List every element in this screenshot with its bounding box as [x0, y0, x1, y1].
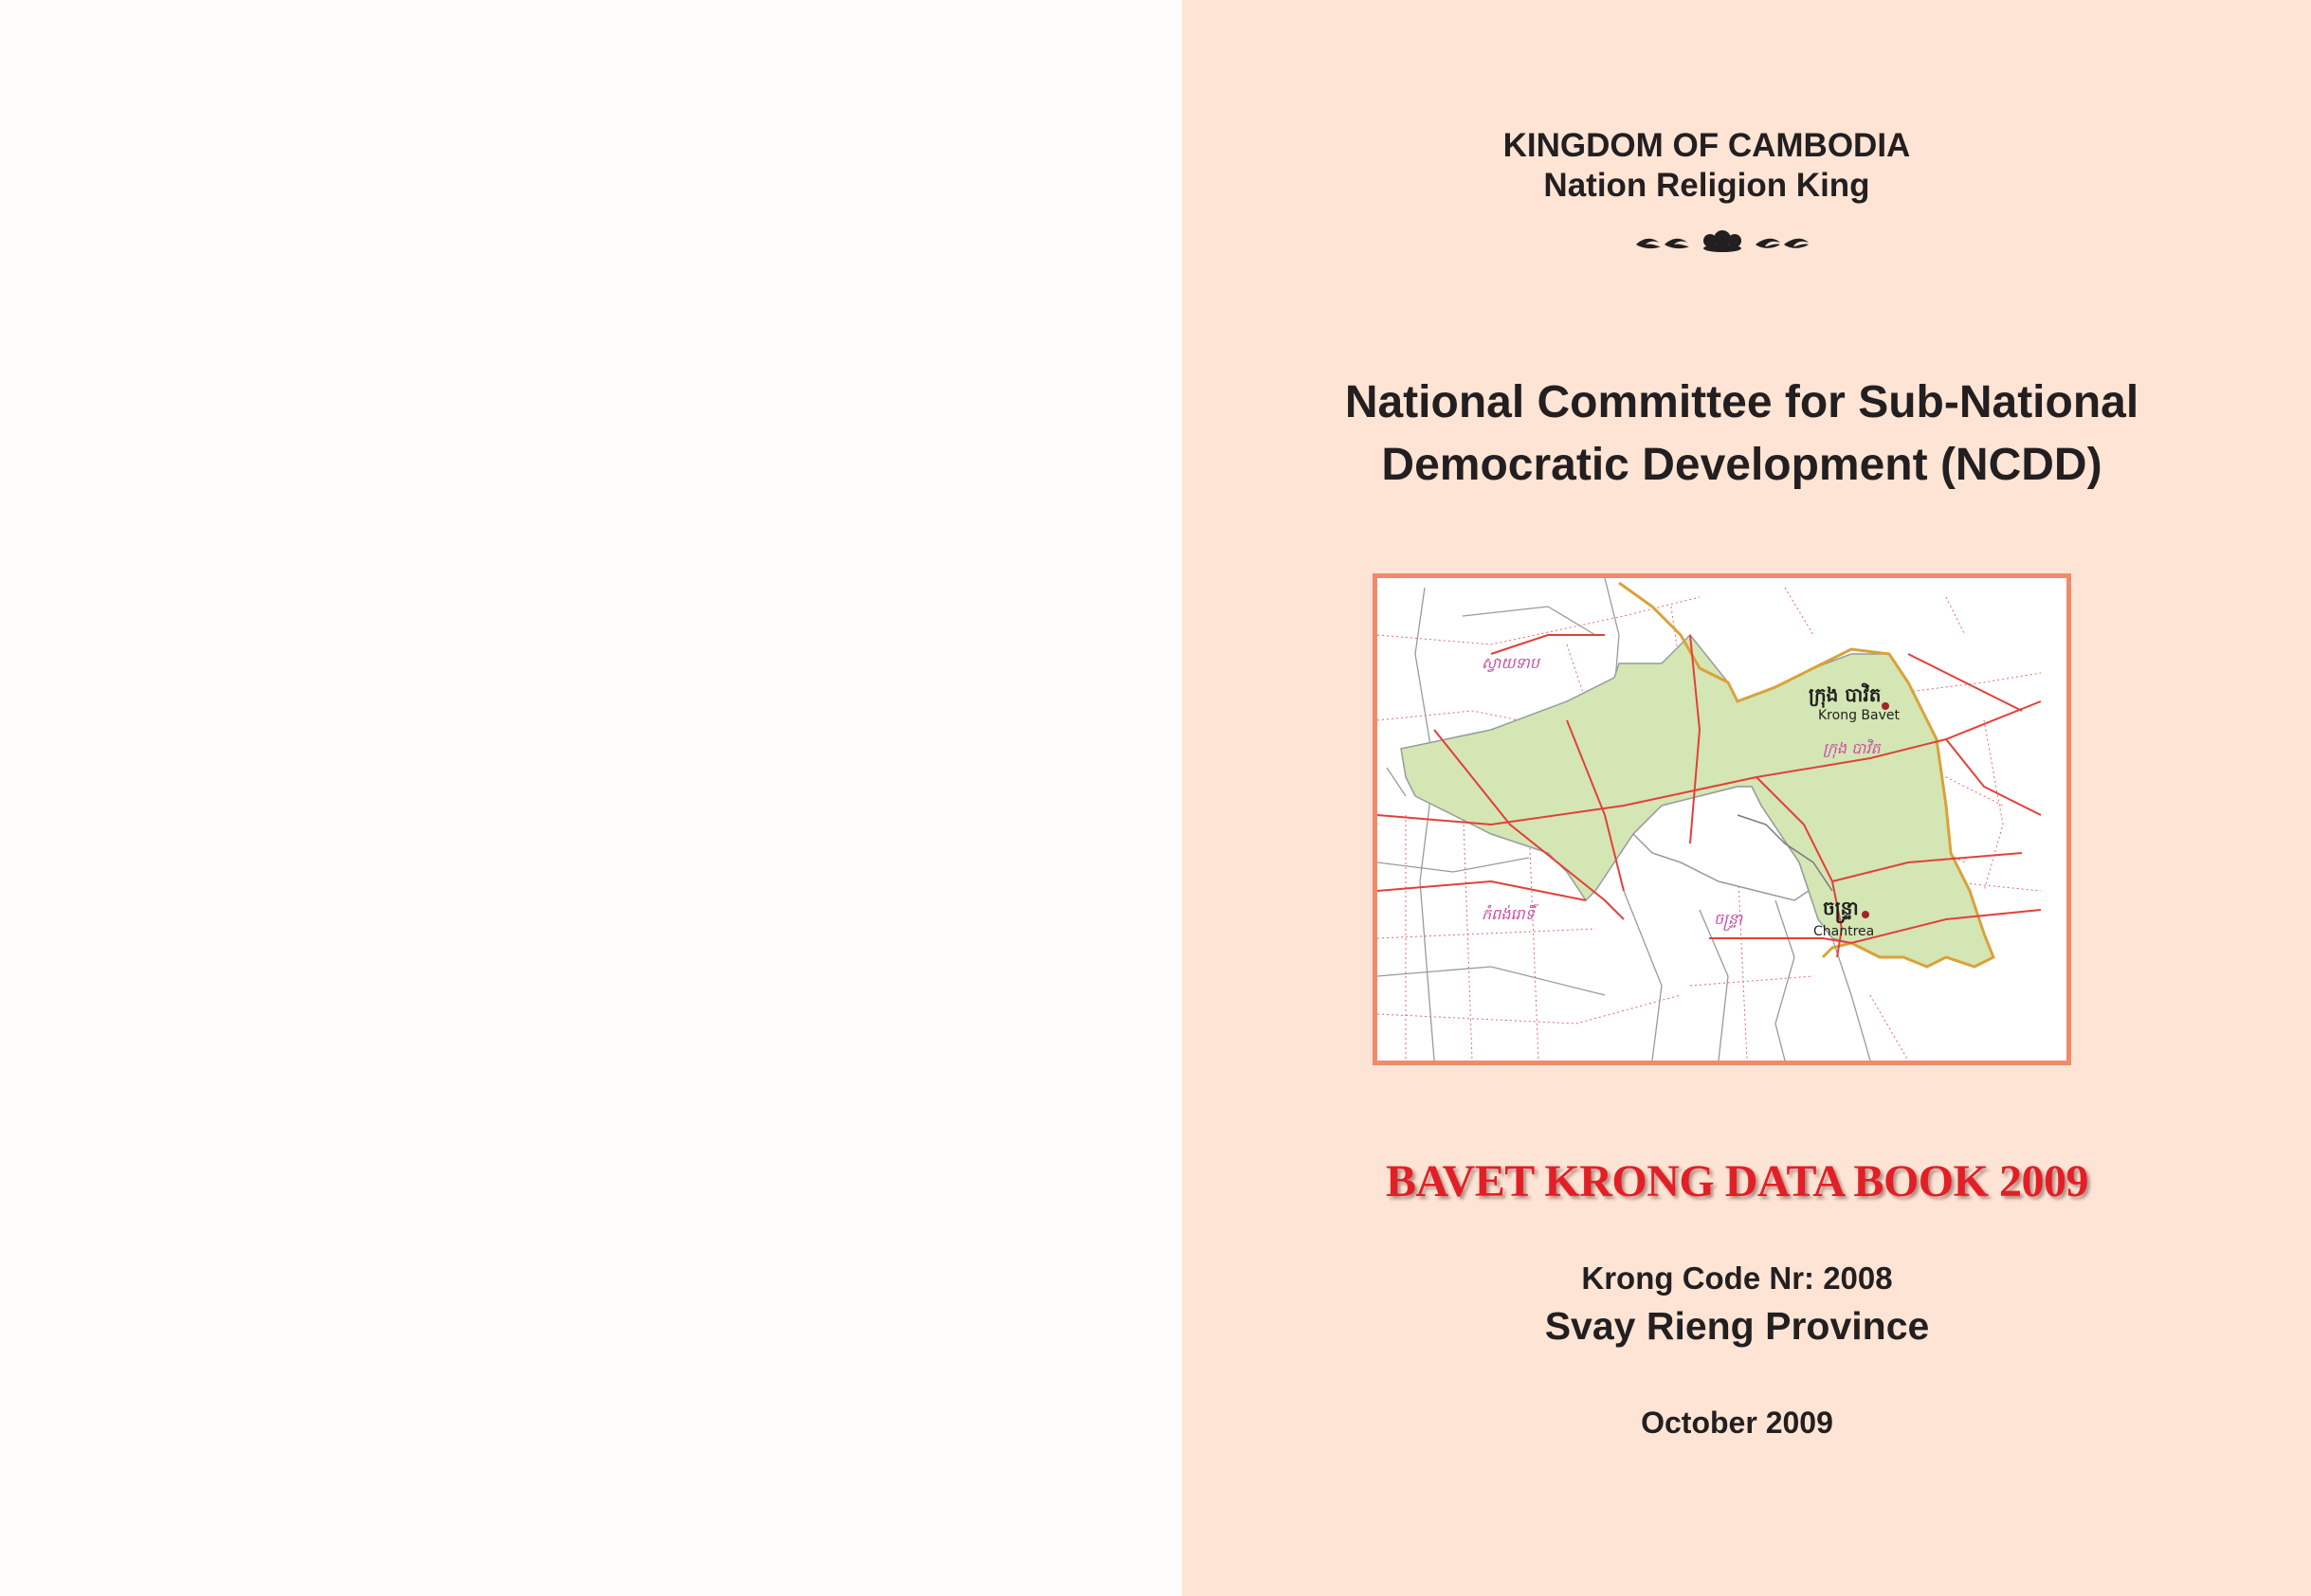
committee-title-line2: Democratic Development (NCDD): [1381, 440, 2102, 490]
label-kampong-rou: កំពង់រោទិ៍: [1482, 905, 1535, 923]
committee-title-line1: National Committee for Sub-National: [1344, 377, 2139, 427]
national-motto: Nation Religion King: [1543, 167, 1870, 204]
chantrea-marker: [1862, 911, 1869, 918]
kingdom-heading: KINGDOM OF CAMBODIA: [1502, 127, 1911, 164]
ornament-divider-icon: [1632, 227, 1812, 256]
publication-date: October 2009: [1641, 1406, 1833, 1440]
front-cover: [1182, 0, 2311, 1596]
label-krong-bavet-pink: ក្រុង បាវិត: [1823, 739, 1881, 757]
label-krong-bavet-kh: ក្រុង បាវិត: [1809, 683, 1882, 706]
district-map: [1373, 573, 2071, 1065]
book-title: BAVET KRONG DATA BOOK 2009: [1386, 1156, 2088, 1206]
krong-code: Krong Code Nr: 2008: [1581, 1260, 1893, 1296]
label-chantrea-pink: ចន្ទ្រា: [1714, 910, 1743, 928]
label-chantrea-en: Chantrea: [1813, 924, 1875, 939]
committee-title: [1177, 372, 2306, 497]
bavet-map-graphic: [1377, 578, 2066, 1061]
province-name: Svay Rieng Province: [1544, 1304, 1930, 1348]
label-svay-teab: ស្វាយទាប: [1482, 654, 1539, 672]
label-chantrea-kh: ចន្ទ្រា: [1823, 897, 1859, 919]
label-krong-bavet-en: Krong Bavet: [1818, 708, 1900, 723]
